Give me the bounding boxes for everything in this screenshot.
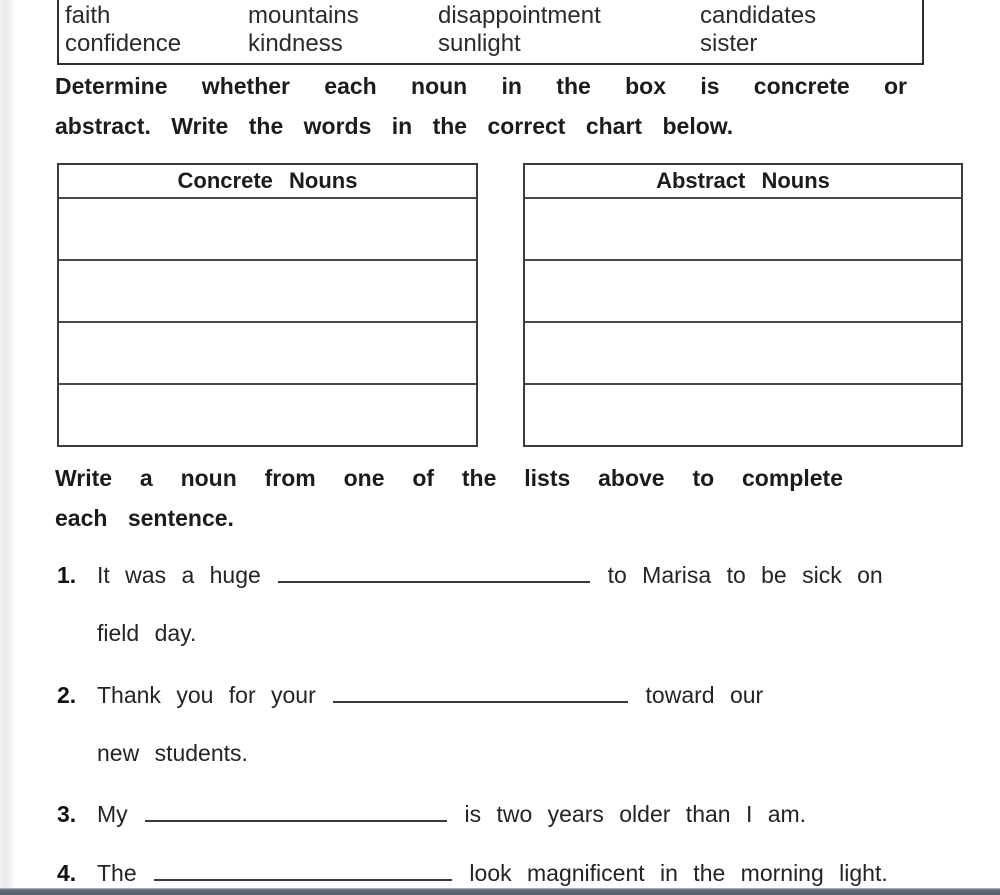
sentence-number: 1. (57, 562, 77, 588)
sentence-text: It was a huge (97, 562, 261, 588)
sentence-number: 4. (57, 860, 77, 886)
sentence-2 (57, 679, 1000, 769)
abstract-answer-row[interactable] (525, 261, 961, 323)
word-bank-item: sister (700, 30, 758, 57)
sentence-text: look magnificent in the morning light. (469, 860, 888, 886)
sentence-4 (57, 857, 1000, 889)
sentence-continuation: new students. (97, 740, 248, 766)
sentence-text: The (97, 860, 137, 886)
instructions-line: abstract. Write the words in the correct chart below. (55, 113, 734, 139)
concrete-answer-row[interactable] (59, 199, 476, 261)
sentence-continuation: field day. (97, 620, 197, 646)
sentence-number: 3. (57, 801, 77, 827)
word-bank-item: disappointment (438, 2, 601, 29)
answer-blank-1[interactable] (278, 559, 590, 583)
concrete-answer-row[interactable] (59, 261, 476, 323)
answer-blank-2[interactable] (333, 679, 628, 703)
instructions-sentences (55, 458, 843, 538)
sentence-text: My (97, 801, 128, 827)
word-bank-row (59, 2, 922, 30)
word-bank-box (57, 0, 924, 65)
word-bank-item: confidence (65, 30, 182, 57)
sentence-1 (57, 559, 1000, 649)
sentence-text: toward our (645, 682, 764, 708)
word-bank-item: mountains (248, 2, 359, 29)
answer-blank-4[interactable] (154, 857, 452, 881)
instructions-line: Write a noun from one of the lists above to complete (55, 465, 843, 491)
viewer-bottom-bar (0, 888, 1000, 895)
instructions-line: Determine whether each noun in the box is concrete or (55, 73, 907, 99)
abstract-answer-row[interactable] (525, 323, 961, 385)
sentence-number: 2. (57, 682, 77, 708)
sentence-text: Thank you for your (97, 682, 316, 708)
abstract-answer-row[interactable] (525, 385, 961, 445)
instructions-sort (55, 66, 907, 146)
word-bank-item: faith (65, 2, 111, 29)
word-bank-row (59, 30, 922, 58)
concrete-nouns-table (57, 163, 478, 447)
word-bank-item: candidates (700, 2, 817, 29)
sentence-text: is two years older than I am. (464, 801, 807, 827)
concrete-answer-row[interactable] (59, 323, 476, 385)
word-bank-item: kindness (248, 30, 343, 57)
answer-blank-3[interactable] (145, 798, 447, 822)
instructions-line: each sentence. (55, 505, 234, 531)
concrete-answer-row[interactable] (59, 385, 476, 445)
abstract-nouns-table (523, 163, 963, 447)
abstract-nouns-header: Abstract Nouns (525, 165, 961, 199)
page-edge-shadow (0, 0, 16, 895)
sentence-text: to Marisa to be sick on (607, 562, 883, 588)
sentence-3 (57, 798, 1000, 830)
concrete-nouns-header: Concrete Nouns (59, 165, 476, 199)
word-bank-item: sunlight (438, 30, 521, 57)
abstract-answer-row[interactable] (525, 199, 961, 261)
